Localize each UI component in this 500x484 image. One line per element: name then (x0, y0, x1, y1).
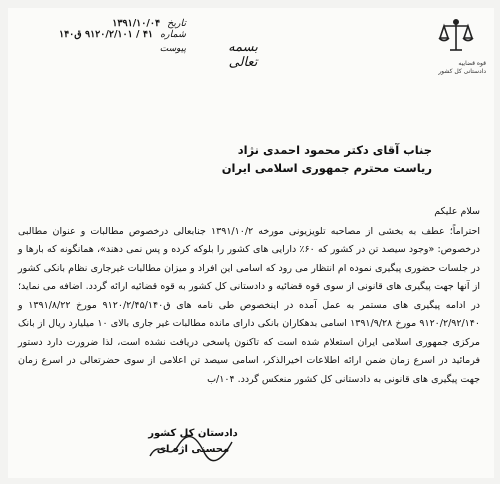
signature-block (138, 426, 248, 458)
organization-line: قوه قضاییه (458, 60, 486, 67)
addressee-name: جناب آقای دکتر محمود احمدی نژاد (237, 143, 432, 157)
organization-line: دادستانی کل کشور (438, 68, 486, 75)
number-row (16, 29, 186, 40)
signature-scribble-icon (146, 432, 236, 466)
date-row (16, 18, 186, 29)
signatory-name: محسنی اژه ای (156, 444, 230, 455)
attachment-row (16, 44, 186, 55)
greeting: سلام علیکم (434, 206, 480, 217)
body-paragraph: احتراماً؛ عطف به بخشی از مصاحبه تلویزیونی مورخه ۱۳۹۱/۱۰/۲ جنابعالی درخصوص مطالبات و عنوان مطالبی درخصوص: «وجود سیصد تن در کشور که ۶۰٪ دارایی های کشور را بلوکه کرده و پس نمی دهند»، همانگونه که بارها و در جلسات حضوری پیگیری نموده ام انتظار می رود که اسامی این افراد و میزان مطالبات غیرجاری نظام بانکی کشور از آنها جهت پیگیری های قانونی از سوی قوه قضائیه و دادستانی کل کشور به قوه قضائیه ارائه گردد. اضافه می نماید؛ در ادامه پیگیری های مستمر به عمل آمده در اینخصوص طی نامه های ق۹۱۲۰/۲/۴۵/۱۴۰ مورخ ۱۳۹۱/۸/۲۲ و ۹۱۲۰/۲/۹۲/۱۴۰ مورخ ۱۳۹۱/۹/۲۸ اسامی بدهکاران بانکی دارای مانده مطالبات غیر جاری بالای ۱۰ میلیارد ریال از بانک مرکزی جمهوری اسلامی ایران استعلام شده است که تاکنون پاسخی دریافت نشده است، لذا ضرورت دارد دستور فرمائید در اسرع زمان ضمن ارائه اطلاعات اخیرالذکر، اسامی سیصد تن اعلامی از سوی حضرتعالی در اسرع زمان جهت پیگیری های قانونی به دادستانی کل کشور منعکس گردد. ۱۰۴/ب (18, 225, 481, 385)
judiciary-emblem-icon (436, 16, 476, 56)
number-value: ۴۱ / ۹۱۲۰/۲/۱۰۱ ق۱۴۰ (58, 29, 154, 40)
attachment-label: پیوست (159, 44, 186, 54)
organization-name (416, 60, 486, 76)
date-label: تاریخ (167, 18, 186, 29)
number-label: شماره (160, 29, 186, 40)
addressee-title: ریاست محترم جمهوری اسلامی ایران (221, 161, 432, 175)
letter-sheet (8, 8, 494, 478)
bismillah-header: بسمه تعالی (228, 40, 258, 70)
letter-meta (16, 18, 186, 55)
date-value: ۱۳۹۱/۱۰/۰۴ (112, 18, 161, 29)
addressee-block (222, 141, 432, 177)
letter-body (18, 203, 480, 389)
signatory-title: دادستان کل کشور (148, 428, 238, 439)
